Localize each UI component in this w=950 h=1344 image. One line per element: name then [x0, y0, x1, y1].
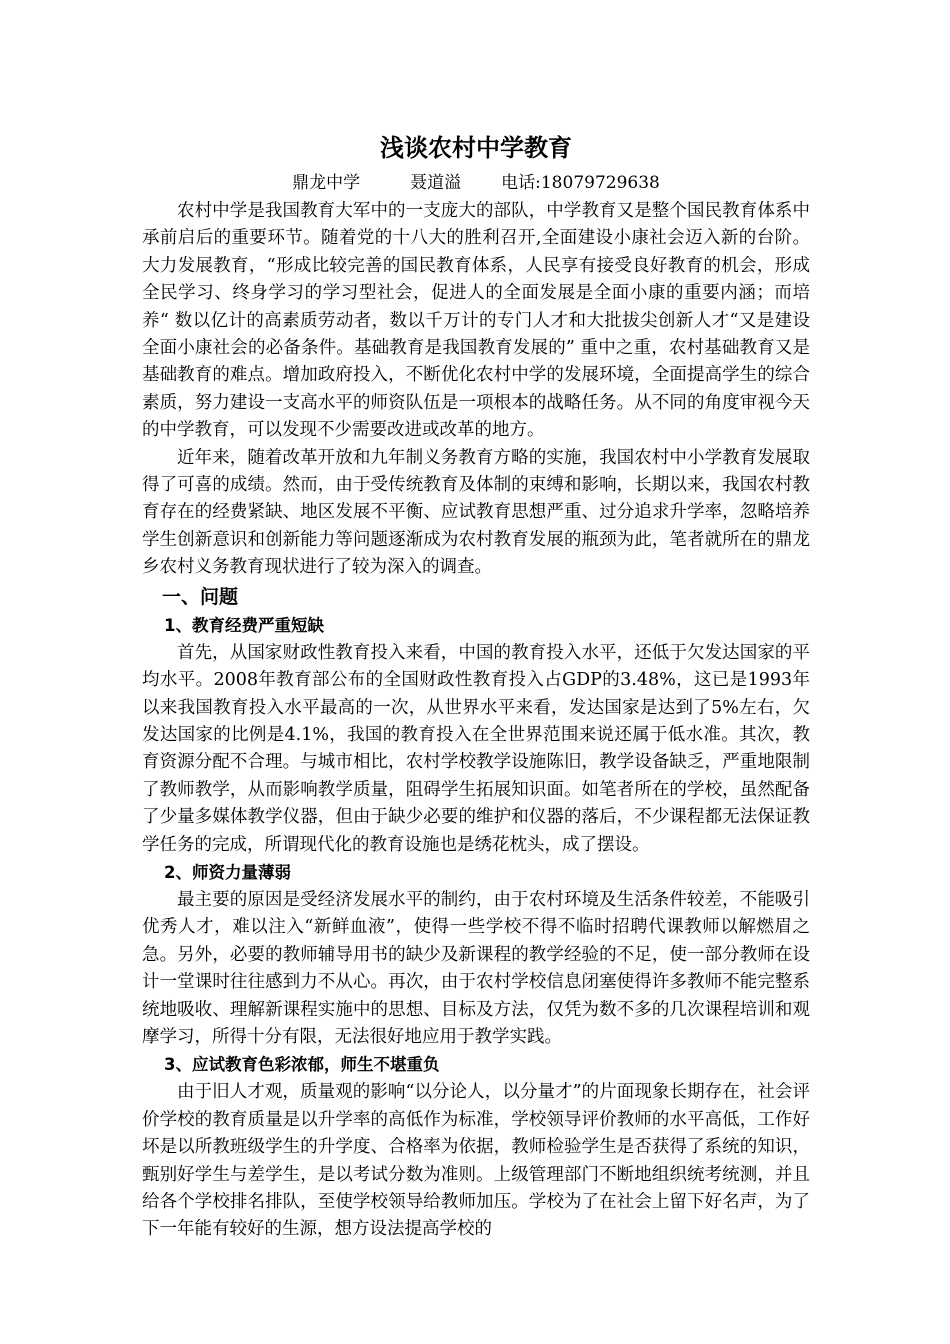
section-heading-problems: 一、问题	[162, 585, 239, 608]
document-title: 浅谈农村中学教育	[380, 134, 572, 162]
intro-paragraph-1: 农村中学是我国教育大军中的一支庞大的部队，中学教育又是整个国民教育体系中承前启后的重要环节。随着党的十八大的胜利召开,全面建设小康社会迈入新的台阶。大力发展教育，“形成比较完善的国民教育体系，人民享有接受良好教育的机会，形成全民学习、终身学习的学习型社会，促进人的全面发展是全面小康的重要内涵；而培养“ 数以亿计的高素质劳动者，数以千万计的专门人才和大批拔尖创新人才“又是建设全面小康社会的必备条件。基础教育是我国教育发展的” 重中之重，农村基础教育又是基础教育的难点。增加政府投入，不断优化农村中学的发展环境，全面提高学生的综合素质，努力建设一支高水平的师资队伍是一项根本的战略任务。从不同的角度审视今天的中学教育，可以发现不少需要改进或改革的地方。	[142, 201, 810, 441]
subsection-text-1: 首先，从国家财政性教育投入来看，中国的教育投入水平，还低于欠发达国家的平均水平。2008年教育部公布的全国财政性教育投入占GDP的3.48%，这已是1993年以来我国教育投入水平最高的一次，从世界水平来看，发达国家是达到了5%左右，欠发达国家的比例是4.1%，我国的教育投入在全世界范围来说还属于低水准。其次，教育资源分配不合理。与城市相比，农村学校教学设施陈旧，教学设备缺乏，严重地限制了教师教学，从而影响教学质量，阻碍学生拓展知识面。如笔者所在的学校，虽然配备了少量多媒体教学仪器，但由于缺少必要的维护和仪器的落后，不少课程都无法保证教学任务的完成，所谓现代化的教育设施也是绣花枕头，成了摆设。	[142, 642, 810, 855]
subsection-text-3: 由于旧人才观，质量观的影响“以分论人，以分量才”的片面现象长期存在，社会评价学校的教育质量是以升学率的高低作为标准，学校领导评价教师的水平高低，工作好坏是以所教班级学生的升学度、合格率为依据，教师检验学生是否获得了系统的知识，甄别好学生与差学生，是以考试分数为准则。上级管理部门不断地组织统考统测，并且给各个学校排名排队，至使学校领导给教师加压。学校为了在社会上留下好名声，为了下一年能有较好的生源，想方设法提高学校的	[142, 1082, 810, 1240]
byline-author: 聂道溢	[410, 173, 462, 193]
document-page	[142, 128, 810, 1244]
byline	[142, 168, 810, 198]
subsection-text-2: 最主要的原因是受经济发展水平的制约，由于农村环境及生活条件较差，不能吸引优秀人才，难以注入“新鲜血液”，使得一些学校不得不临时招聘代课教师以解燃眉之急。另外，必要的教师辅导用书的缺少及新课程的教学经验的不足，使一部分教师在设计一堂课时往往感到力不从心。再次，由于农村学校信息闭塞使得许多教师不能完整系统地吸收、理解新课程实施中的思想、目标及方法，仅凭为数不多的几次课程培训和观摩学习，所得十分有限，无法很好地应用于教学实践。	[142, 889, 810, 1047]
byline-school: 鼎龙中学	[292, 173, 361, 193]
subsection-heading-3: 3、应试教育色彩浓郁，师生不堪重负	[164, 1055, 440, 1075]
subsection-heading-2: 2、师资力量薄弱	[164, 862, 291, 882]
subsection-heading-1: 1、教育经费严重短缺	[164, 615, 324, 635]
byline-phone: 电话:18079729638	[501, 173, 660, 193]
intro-paragraph-2: 近年来，随着改革开放和九年制义务教育方略的实施，我国农村中小学教育发展取得了可喜的成绩。然而，由于受传统教育及体制的束缚和影响，长期以来，我国农村教育存在的经费紧缺、地区发展不平衡、应试教育思想严重、过分追求升学率，忽略培养学生创新意识和创新能力等问题逐渐成为农村教育发展的瓶颈为此，笔者就所在的鼎龙乡农村义务教育现状进行了较为深入的调查。	[142, 447, 810, 578]
